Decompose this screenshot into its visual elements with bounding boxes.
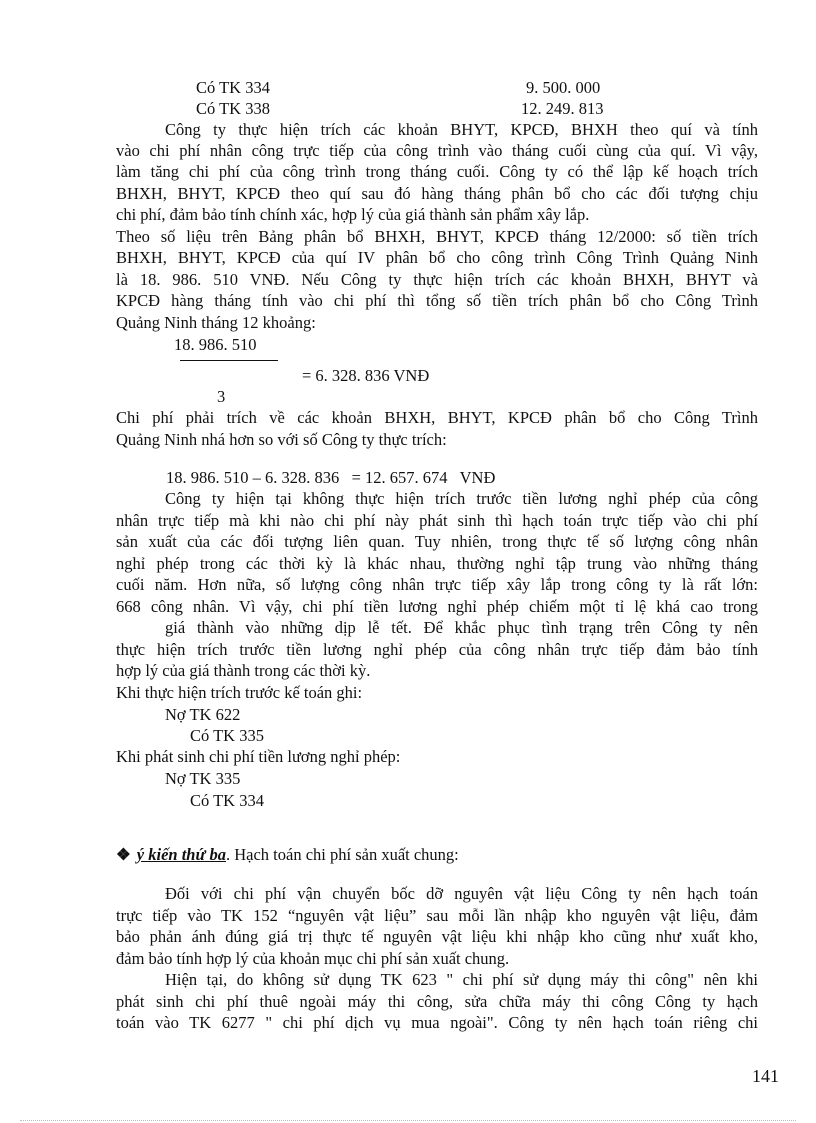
paragraph-line: KPCĐ hàng tháng tính vào chi phí thì tổng số tiền trích phân bổ cho Công Trình bbox=[116, 291, 758, 310]
paragraph-line: nhân trực tiếp mà khi nào chi phí này phát sinh thì hạch toán trực tiếp vào chi phí bbox=[116, 511, 758, 530]
paragraph-line: Chi phí phải trích về các khoản BHXH, BHYT, KPCĐ phân bổ cho Công Trình bbox=[116, 408, 758, 427]
entry-amount: 9. 500. 000 bbox=[526, 78, 601, 97]
paragraph-line: chi phí, đảm bảo tính chính xác, hợp lý của giá thành sản phẩm xây lắp. bbox=[116, 205, 590, 224]
journal-credit: Có TK 334 bbox=[190, 791, 264, 810]
fraction-denominator: 3 bbox=[217, 387, 226, 406]
journal-credit: Có TK 335 bbox=[190, 726, 264, 745]
paragraph-line: Theo số liệu trên Bảng phân bổ BHXH, BHYT, KPCĐ tháng 12/2000: số tiền trích bbox=[116, 227, 758, 246]
paragraph-line: Hiện tại, do không sử dụng TK 623 " chi phí sử dụng máy thi công" nên khi bbox=[165, 970, 758, 989]
fraction-result: = 6. 328. 836 VNĐ bbox=[302, 366, 430, 385]
paragraph-line: phát sinh chi phí thuê ngoài máy thi công, sửa chữa máy thi công Công ty hạch bbox=[116, 992, 758, 1011]
paragraph-line: thực hiện trích trước tiền lương nghỉ phép của công nhân trực tiếp đảm bảo tính bbox=[116, 640, 758, 659]
entry-account: Có TK 338 bbox=[196, 99, 270, 118]
paragraph-line: giá thành vào những dịp lễ tết. Để khắc phục tình trạng trên Công ty nên bbox=[165, 618, 758, 637]
diamond-bullet-icon: ❖ bbox=[116, 845, 131, 864]
paragraph-line: Công ty thực hiện trích các khoản BHYT, KPCĐ, BHXH theo quí và tính bbox=[165, 120, 758, 139]
equation: 18. 986. 510 – 6. 328. 836 = 12. 657. 674 VNĐ bbox=[166, 468, 496, 487]
paragraph-line: Quảng Ninh nhá hơn so với số Công ty thực trích: bbox=[116, 430, 447, 449]
paragraph-line: toán vào TK 6277 " chi phí dịch vụ mua ngoài". Công ty nên hạch toán riêng chi bbox=[116, 1013, 758, 1032]
page-edge-divider bbox=[20, 1120, 796, 1121]
paragraph-line: bảo phản ánh đúng giá trị thực tế nguyên vật liệu khi nhập kho cũng như xuất kho, bbox=[116, 927, 758, 946]
fraction-bar bbox=[180, 360, 278, 361]
heading-text: Hạch toán chi phí sản xuất chung: bbox=[234, 845, 459, 864]
paragraph-line: cuối năm. Hơn nữa, số lượng công nhân trực tiếp xây lắp trong công ty là rất lớn: bbox=[116, 575, 758, 594]
paragraph-line: Quảng Ninh tháng 12 khoảng: bbox=[116, 313, 316, 332]
page-number: 141 bbox=[752, 1066, 779, 1086]
paragraph-line: là 18. 986. 510 VNĐ. Nếu Công ty thực hiện trích các khoản BHXH, BHYT và bbox=[116, 270, 758, 289]
paragraph-line: trực tiếp vào TK 152 “nguyên vật liệu” sau mỗi lần nhập kho nguyên vật liệu, đảm bbox=[116, 906, 758, 925]
paragraph-line: BHXH, BHYT, KPCĐ của quí IV phân bổ cho công trình Công Trình Quảng Ninh bbox=[116, 248, 758, 267]
paragraph-line: vào chi phí nhân công trực tiếp của công trình vào tháng cuối cùng của quí. Vì vậy, bbox=[116, 141, 758, 160]
paragraph-line: làm tăng chi phí của công trình trong tháng cuối. Công ty có thể lập kế hoạch trích bbox=[116, 162, 758, 181]
paragraph-line: BHXH, BHYT, KPCĐ theo quí sau đó hàng tháng phân bổ cho các đối tượng chịu bbox=[116, 184, 758, 203]
paragraph-line: đảm bảo tính hợp lý của khoản mục chi phí sản xuất chung. bbox=[116, 949, 510, 968]
journal-debit: Nợ TK 335 bbox=[165, 769, 241, 788]
paragraph-line: sản xuất của các đối tượng liên quan. Tuy nhiên, trong thực tế số lượng công nhân bbox=[116, 532, 758, 551]
heading-label: ý kiến thứ ba bbox=[136, 845, 226, 864]
entry-account: Có TK 334 bbox=[196, 78, 270, 97]
section-heading: ❖ ý kiến thứ ba. Hạch toán chi phí sản xuất chung: bbox=[116, 845, 459, 864]
paragraph-line: nghỉ phép trong các thời kỳ là khác nhau, thường nghỉ tập trung vào những tháng bbox=[116, 554, 758, 573]
paragraph-line: Công ty hiện tại không thực hiện trích trước tiền lương nghỉ phép của công bbox=[165, 489, 758, 508]
paragraph-line: hợp lý của giá thành trong các thời kỳ. bbox=[116, 661, 371, 680]
journal-debit: Nợ TK 622 bbox=[165, 705, 241, 724]
journal-intro: Khi phát sinh chi phí tiền lương nghỉ phép: bbox=[116, 747, 401, 766]
paragraph-line: 668 công nhân. Vì vậy, chi phí tiền lương nghỉ phép chiếm một tỉ lệ khá cao trong bbox=[116, 597, 758, 616]
paragraph-line: Đối với chi phí vận chuyển bốc dỡ nguyên vật liệu Công ty nên hạch toán bbox=[165, 884, 758, 903]
entry-amount: 12. 249. 813 bbox=[521, 99, 604, 118]
fraction-numerator: 18. 986. 510 bbox=[174, 335, 257, 354]
journal-intro: Khi thực hiện trích trước kế toán ghi: bbox=[116, 683, 363, 702]
